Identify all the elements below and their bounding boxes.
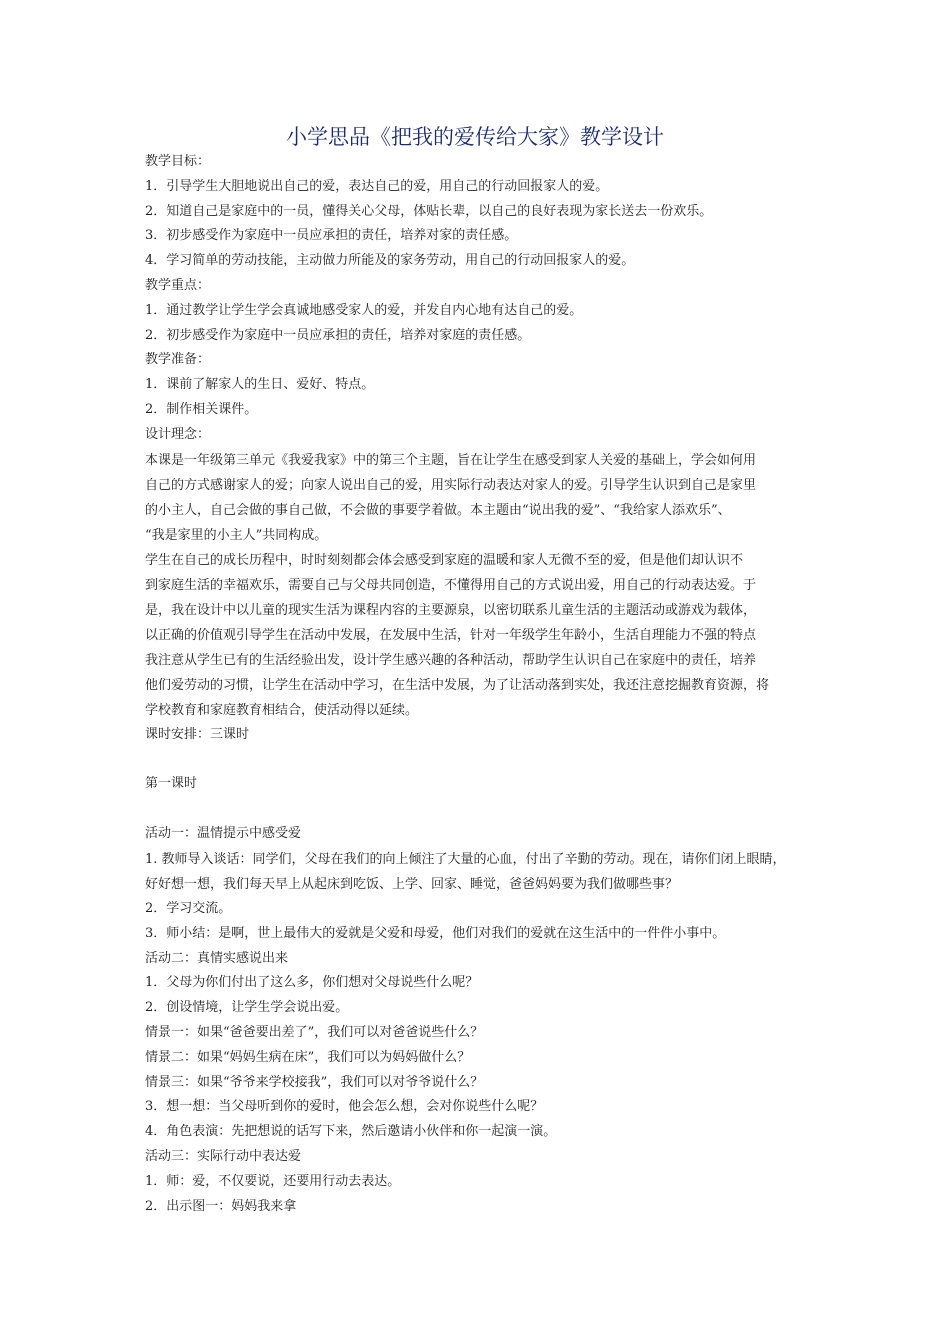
paragraph-line: 好好想一想，我们每天早上从起床到吃饭、上学、回家、睡觉，爸爸妈妈要为我们做哪些事？ — [145, 876, 679, 892]
activity-item: 2．创设情境，让学生学会说出爱。 — [145, 1000, 349, 1016]
preparation-item: 1．课前了解家人的生日、爱好、特点。 — [145, 377, 375, 393]
goal-item: 4．学习简单的劳动技能，主动做力所能及的家务劳动，用自己的行动回报家人的爱。 — [145, 253, 635, 269]
scenario-item: 情景三：如果“爷爷来学校接我”，我们可以对爷爷说什么？ — [145, 1074, 484, 1090]
activity1-item1 — [145, 847, 815, 897]
scenario-item: 情景一：如果“爸爸要出差了”，我们可以对爸爸说些什么？ — [145, 1024, 484, 1040]
focus-item: 1．通过教学让学生学会真诚地感受家人的爱，并发自内心地有达自己的爱。 — [145, 302, 583, 318]
section-heading-focus: 教学重点： — [145, 277, 211, 293]
paragraph-line: 学生在自己的成长历程中，时时刻刻都会体会感受到家庭的温暖和家人无微不至的爱，但是他们却认识不 — [145, 552, 744, 568]
paragraph-line: 的小主人，自己会做的事自己做，不会做的事要学着做。本主题由“说出我的爱”、“我给家人添欢乐”、 — [145, 502, 731, 518]
paragraph-line: 本课是一年级第三单元《我爱我家》中的第三个主题，旨在让学生在感受到家人关爱的基础上，学会如何用 — [145, 452, 757, 468]
concept-paragraph-1 — [145, 448, 815, 548]
section-heading-goals: 教学目标： — [145, 154, 211, 169]
document-body — [145, 150, 815, 1219]
goal-item: 2．知道自己是家庭中的一员，懂得关心父母，体贴长辈，以自己的良好表现为家长送去一份欢乐。 — [145, 203, 713, 219]
paragraph-line: 我注意从学生已有的生活经验出发，设计学生感兴趣的各种活动，帮助学生认识自己在家庭中的责任，培养 — [145, 652, 757, 668]
activity-item: 3．师小结：是啊，世上最伟大的爱就是父爱和母爱，他们对我们的爱就在这生活中的一件件小事中。 — [145, 925, 726, 941]
paragraph-line: “我是家里的小主人”共同构成。 — [145, 527, 328, 543]
focus-item: 2．初步感受作为家庭中一员应承担的责任，培养对家庭的责任感。 — [145, 327, 531, 343]
activity-heading: 活动二：真情实感说出来 — [145, 950, 289, 966]
concept-paragraph-2 — [145, 548, 815, 723]
paragraph-line: 学校教育和家庭教育相结合，使活动得以延续。 — [145, 702, 419, 718]
activity-item: 1．师：爱，不仅要说，还要用行动去表达。 — [145, 1173, 401, 1189]
blank-line — [145, 797, 815, 822]
activity-heading: 活动一：温情提示中感受爱 — [145, 826, 302, 842]
paragraph-line: 以正确的价值观引导学生在活动中发展，在发展中生活，针对一年级学生年龄小，生活自理能力不强的特点 — [145, 627, 757, 643]
goal-item: 3．初步感受作为家庭中一员应承担的责任，培养对家的责任感。 — [145, 228, 518, 244]
section-heading-preparation: 教学准备： — [145, 352, 211, 368]
preparation-item: 2．制作相关课件。 — [145, 401, 258, 417]
paragraph-line: 自己的方式感谢家人的爱；向家人说出自己的爱，用实际行动表达对家人的爱。引导学生认识到自己是家里 — [145, 477, 757, 493]
document-title: 小学思品《把我的爱传给大家》教学设计 — [286, 125, 664, 149]
activity-heading: 活动三：实际行动中表达爱 — [145, 1148, 302, 1164]
scenario-item: 情景二：如果“妈妈生病在床”，我们可以为妈妈做什么？ — [145, 1049, 471, 1065]
paragraph-line: 1. 教师导入谈话：同学们，父母在我们的向上倾注了大量的心血，付出了辛勤的劳动。现在，请你们闭上眼睛， — [145, 851, 786, 867]
activity-item: 1．父母为你们付出了这么多，你们想对父母说些什么呢？ — [145, 975, 479, 991]
lesson-schedule: 课时安排：三课时 — [145, 726, 250, 742]
goal-item: 1．引导学生大胆地说出自己的爱，表达自己的爱，用自己的行动回报家人的爱。 — [145, 178, 609, 194]
activity-item: 2．学习交流。 — [145, 900, 232, 916]
blank-line — [145, 747, 815, 772]
activity-item: 3．想一想：当父母听到你的爱时，他会怎么想，会对你说些什么呢？ — [145, 1099, 544, 1115]
section-heading-concept: 设计理念： — [145, 426, 211, 442]
paragraph-line: 他们爱劳动的习惯，让学生在活动中学习，在生活中发展，为了让活动落到实处，我还注意挖掘教育资源，将 — [145, 677, 770, 693]
activity-item: 4．角色表演：先把想说的话写下来，然后邀请小伙伴和你一起演一演。 — [145, 1124, 557, 1140]
paragraph-line: 到家庭生活的幸福欢乐，需要自己与父母共同创造，不懂得用自己的方式说出爱，用自己的行动表达爱。于 — [145, 577, 757, 593]
activity-item: 2．出示图一：妈妈我来拿 — [145, 1198, 297, 1214]
paragraph-line: 是，我在设计中以儿童的现实生活为课程内容的主要源泉，以密切联系儿童生活的主题活动或游戏为载体， — [145, 602, 757, 618]
lesson-heading: 第一课时 — [145, 776, 198, 792]
